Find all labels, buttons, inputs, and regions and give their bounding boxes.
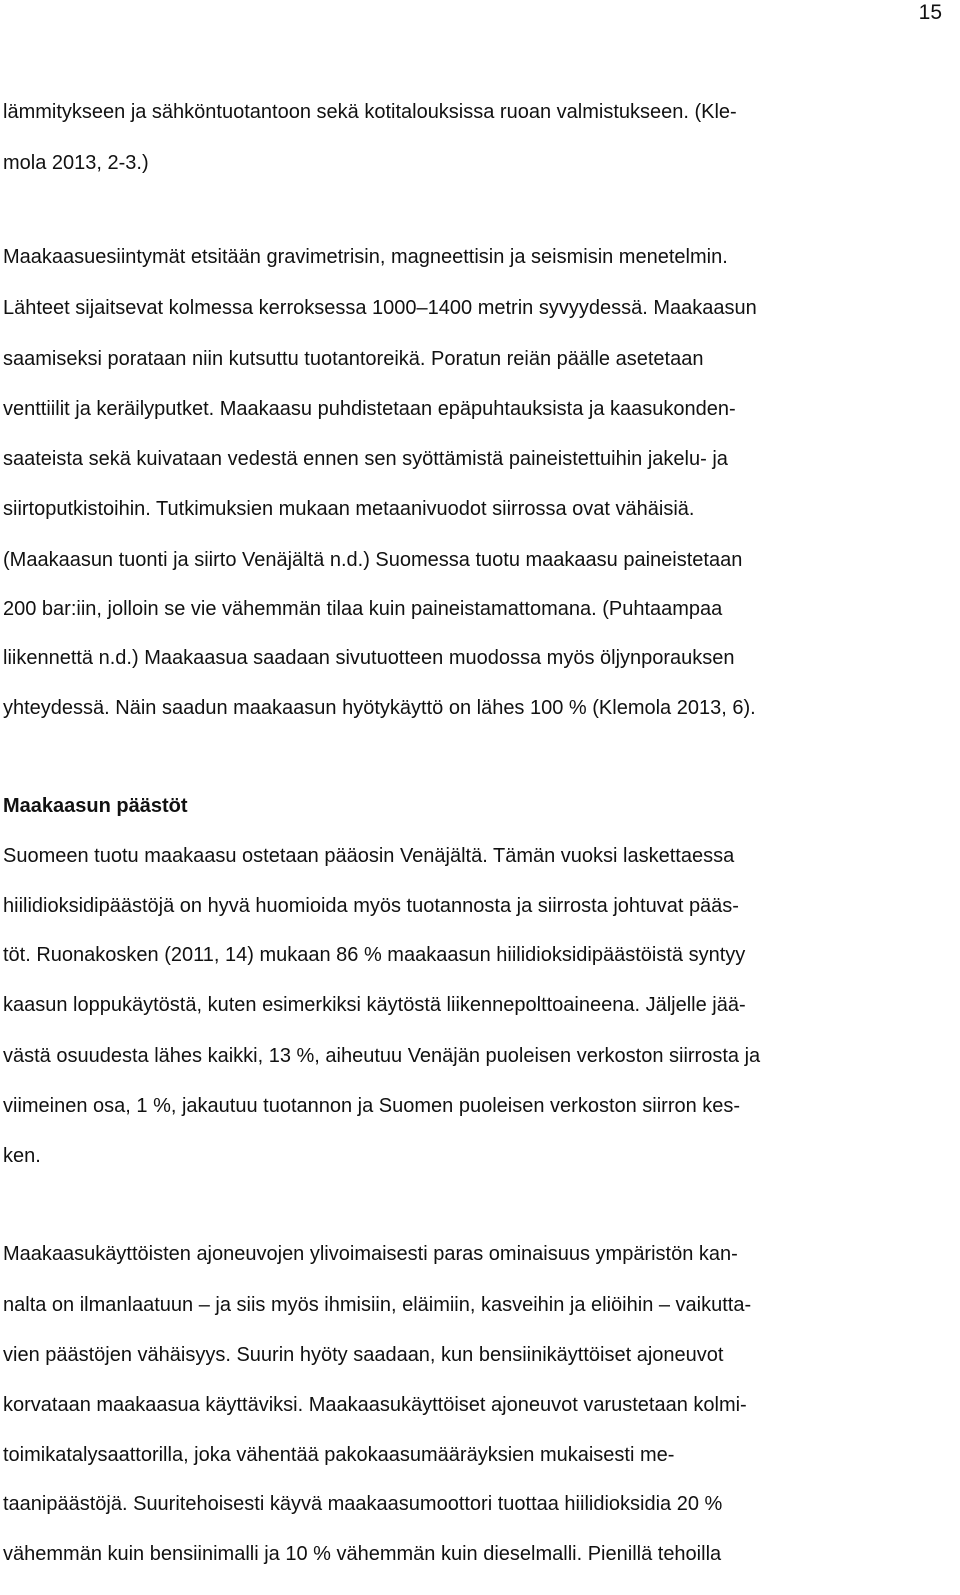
text-line: töt. Ruonakosken (2011, 14) mukaan 86 % maakaasun hiilidioksidipäästöistä syntyy [3, 944, 746, 966]
text-line: liikennettä n.d.) Maakaasua saadaan sivutuotteen muodossa myös öljynporauksen [3, 647, 735, 669]
text-line: vien päästöjen vähäisyys. Suurin hyöty saadaan, kun bensiinikäyttöiset ajoneuvot [3, 1344, 724, 1366]
text-line: korvataan maakaasua käyttäviksi. Maakaasukäyttöiset ajoneuvot varustetaan kolmi- [3, 1394, 747, 1416]
text-line: siirtoputkistoihin. Tutkimuksien mukaan metaanivuodot siirrossa ovat vähäisiä. [3, 498, 695, 520]
text-line: nalta on ilmanlaatuun – ja siis myös ihmisiin, eläimiin, kasveihin ja eliöihin – vaikutta- [3, 1294, 752, 1316]
page-number: 15 [918, 1, 942, 24]
text-line: yhteydessä. Näin saadun maakaasun hyötykäyttö on lähes 100 % (Klemola 2013, 6). [3, 697, 756, 719]
text-line: Lähteet sijaitsevat kolmessa kerroksessa 1000–1400 metrin syvyydessä. Maakaasun [3, 297, 757, 319]
text-line: saamiseksi porataan niin kutsuttu tuotantoreikä. Poratun reiän päälle asetetaan [3, 348, 704, 370]
text-line: mola 2013, 2-3.) [3, 152, 149, 174]
section-heading: Maakaasun päästöt [3, 795, 188, 817]
text-line: kaasun loppukäytöstä, kuten esimerkiksi käytöstä liikennepolttoaineena. Jäljelle jää- [3, 994, 746, 1016]
text-line: 200 bar:iin, jolloin se vie vähemmän tilaa kuin paineistamattomana. (Puhtaampaa [3, 598, 723, 620]
text-line: venttiilit ja keräilyputket. Maakaasu puhdistetaan epäpuhtauksista ja kaasukonden- [3, 398, 736, 420]
text-line: västä osuudesta lähes kaikki, 13 %, aiheutuu Venäjän puoleisen verkoston siirrosta ja [3, 1045, 761, 1067]
text-line: ken. [3, 1145, 41, 1167]
text-line: Maakaasuesiintymät etsitään gravimetrisin, magneettisin ja seismisin menetelmin. [3, 246, 728, 268]
text-line: (Maakaasun tuonti ja siirto Venäjältä n.d.) Suomessa tuotu maakaasu paineistetaan [3, 549, 743, 571]
text-line: Maakaasukäyttöisten ajoneuvojen ylivoimaisesti paras ominaisuus ympäristön kan- [3, 1243, 738, 1265]
text-line: hiilidioksidipäästöjä on hyvä huomioida myös tuotannosta ja siirrosta johtuvat pääs- [3, 895, 739, 917]
text-line: viimeinen osa, 1 %, jakautuu tuotannon ja Suomen puoleisen verkoston siirron kes- [3, 1095, 741, 1117]
text-line: lämmitykseen ja sähköntuotantoon sekä kotitalouksissa ruoan valmistukseen. (Kle- [3, 101, 737, 123]
text-line: Suomeen tuotu maakaasu ostetaan pääosin Venäjältä. Tämän vuoksi laskettaessa [3, 845, 735, 867]
text-line: toimikatalysaattorilla, joka vähentää pakokaasumääräyksien mukaisesti me- [3, 1444, 675, 1466]
text-line: taanipäästöjä. Suuritehoisesti käyvä maakaasumoottori tuottaa hiilidioksidia 20 % [3, 1493, 723, 1515]
text-line: vähemmän kuin bensiinimalli ja 10 % vähemmän kuin dieselmalli. Pienillä tehoilla [3, 1543, 722, 1565]
text-line: saateista sekä kuivataan vedestä ennen sen syöttämistä paineistettuihin jakelu- ja [3, 448, 728, 470]
